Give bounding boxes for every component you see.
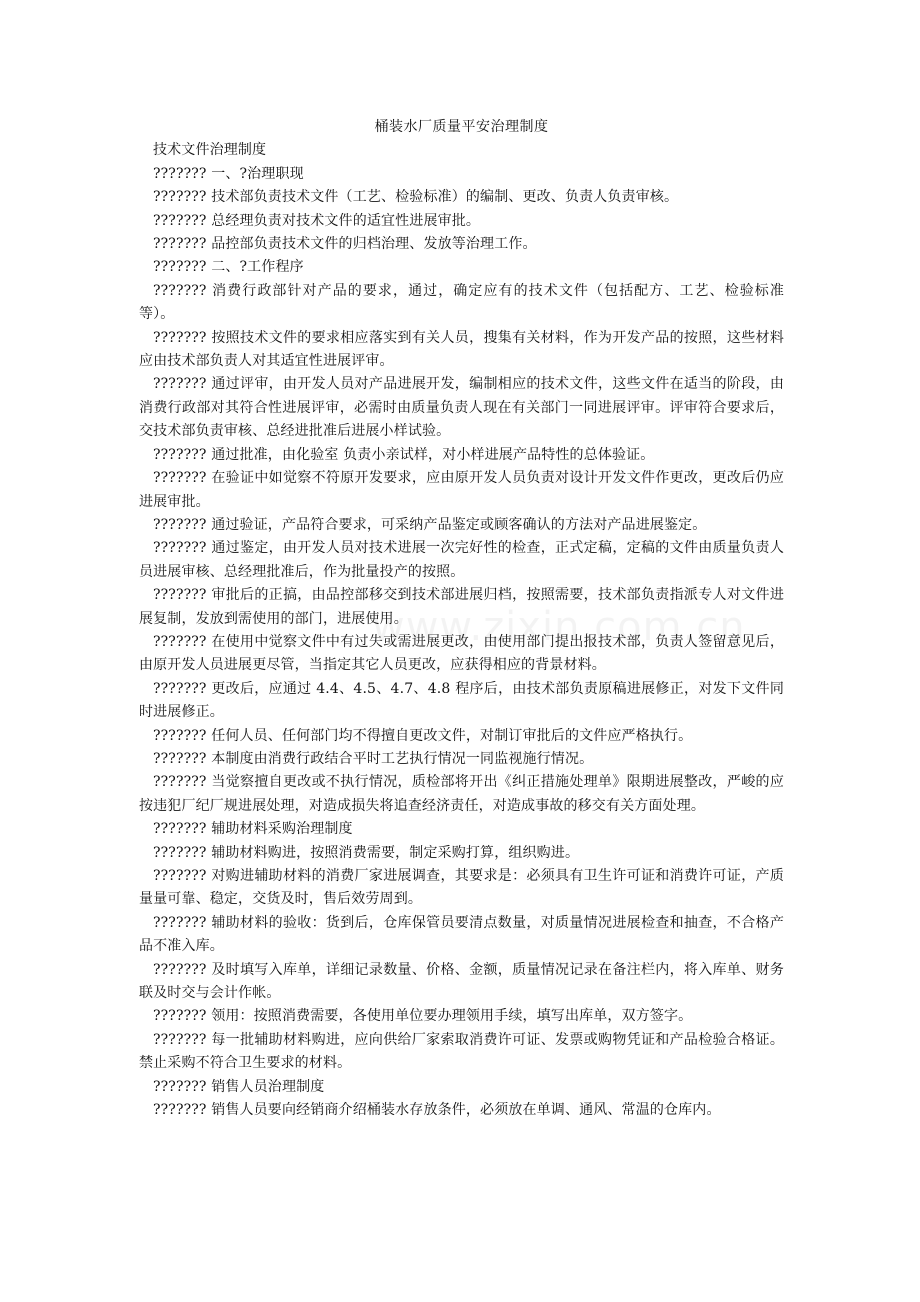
section-heading-sales-staff: ??????? 销售人员治理制度 xyxy=(153,1078,325,1095)
paragraph: ??????? 通过批准，由化验室 负责小亲试样，对小样进展产品特性的总体验证。 xyxy=(153,446,655,463)
subheading-procedure: ??????? 二、?工作程序 xyxy=(153,259,304,276)
paragraph: ??????? 技术部负责技术文件（工艺、检验标准）的编制、更改、负责人负责审核。 xyxy=(153,189,679,206)
section-heading-aux-materials: ??????? 辅助材料采购治理制度 xyxy=(153,821,353,838)
paragraph: ??????? 本制度由消费行政结合平时工艺执行情况一同监视施行情况。 xyxy=(153,750,594,767)
paragraph: ??????? 消费行政部针对产品的要求，通过，确定应有的技术文件（包括配方、工艺、检验标准等）。 xyxy=(139,282,784,323)
paragraph: ??????? 任何人员、任何部门均不得擅自更改文件，对制订审批后的文件应严格执行。 xyxy=(153,727,693,744)
paragraph: ??????? 领用：按照消费需要，各使用单位要办理领用手续，填写出库单，双方签字。 xyxy=(153,1008,693,1025)
paragraph: ??????? 在使用中觉察文件中有过失或需进展更改，由使用部门提出报技术部，负责人签留意见后，由原开发人员进展更尽管，当指定其它人员更改，应获得相应的背景材料。 xyxy=(139,633,784,674)
paragraph: ??????? 通过鉴定，由开发人员对技术进展一次完好性的检查，正式定稿，定稿的文件由质量负责人员进展审核、总经理批准后，作为批量投产的按照。 xyxy=(139,540,784,580)
paragraph: ??????? 对购进辅助材料的消费厂家进展调查，其要求是：必须具有卫生许可证和消费许可证，产质量量可靠、稳定，交货及时，售后效劳周到。 xyxy=(139,868,784,908)
paragraph: ??????? 当觉察擅自更改或不执行情况，质检部将开出《纠正措施处理单》限期进展整改，严峻的应按违犯厂纪厂规进展处理，对造成损失将追查经济责任，对造成事故的移交有关方面处理。 xyxy=(139,774,784,814)
paragraph: ??????? 审批后的正搞，由品控部移交到技术部进展归档，按照需要，技术部负责指派专人对文件进展复制，发放到需使用的部门，进展使用。 xyxy=(139,587,784,627)
paragraph: ??????? 销售人员要向经销商介绍桶装水存放条件，必须放在单调、通风、常温的仓库内。 xyxy=(153,1102,721,1119)
subheading-duties: ??????? 一、?治理职现 xyxy=(153,165,304,182)
paragraph: ??????? 通过评审，由开发人员对产品进展开发，编制相应的技术文件，这些文件在适当的阶段，由消费行政部对其符合性进展评审，必需时由质量负责人现在有关部门一同进展评审。评审符合要求后，交技术部负责审核、总经进批准后进展小样试验。 xyxy=(139,376,784,440)
section-heading-tech-docs: 技术文件治理制度 xyxy=(153,142,267,159)
paragraph: ??????? 按照技术文件的要求相应落实到有关人员，搜集有关材料，作为开发产品的按照，这些材料应由技术部负责人对其适宜性进展评审。 xyxy=(139,329,784,370)
document-title: 桶装水厂质量平安治理制度 xyxy=(374,119,549,135)
paragraph: ??????? 辅助材料购进，按照消费需要，制定采购打算，组织购进。 xyxy=(153,844,580,861)
paragraph: ??????? 在验证中如觉察不符原开发要求，应由原开发人员负责对设计开发文件作更改，更改后仍应进展审批。 xyxy=(139,470,784,510)
paragraph: ??????? 辅助材料的验收：货到后，仓库保管员要清点数量，对质量情况进展检查和抽查，不合格产品不准入库。 xyxy=(139,914,784,955)
paragraph: ??????? 总经理负责对技术文件的适宜性进展审批。 xyxy=(153,212,481,229)
paragraph: ??????? 更改后，应通过 4.4、4.5、4.7、4.8 程序后，由技术部负责原稿进展修正，对发下文件同时进展修正。 xyxy=(139,680,784,721)
paragraph: ??????? 通过验证，产品符合要求，可采纳产品鉴定或顾客确认的方法对产品进展鉴定。 xyxy=(153,516,707,533)
paragraph: ??????? 品控部负责技术文件的归档治理、发放等治理工作。 xyxy=(153,236,537,253)
paragraph: ??????? 及时填写入库单，详细记录数量、价格、金额，质量情况记录在备注栏内，将入库单、财务联及时交与会计作帐。 xyxy=(139,961,784,1002)
paragraph: ??????? 每一批辅助材料购进，应向供给厂家索取消费许可证、发票或购物凭证和产品检验合格证。禁止采购不符合卫生要求的材料。 xyxy=(139,1031,784,1072)
document-page xyxy=(139,116,784,1122)
